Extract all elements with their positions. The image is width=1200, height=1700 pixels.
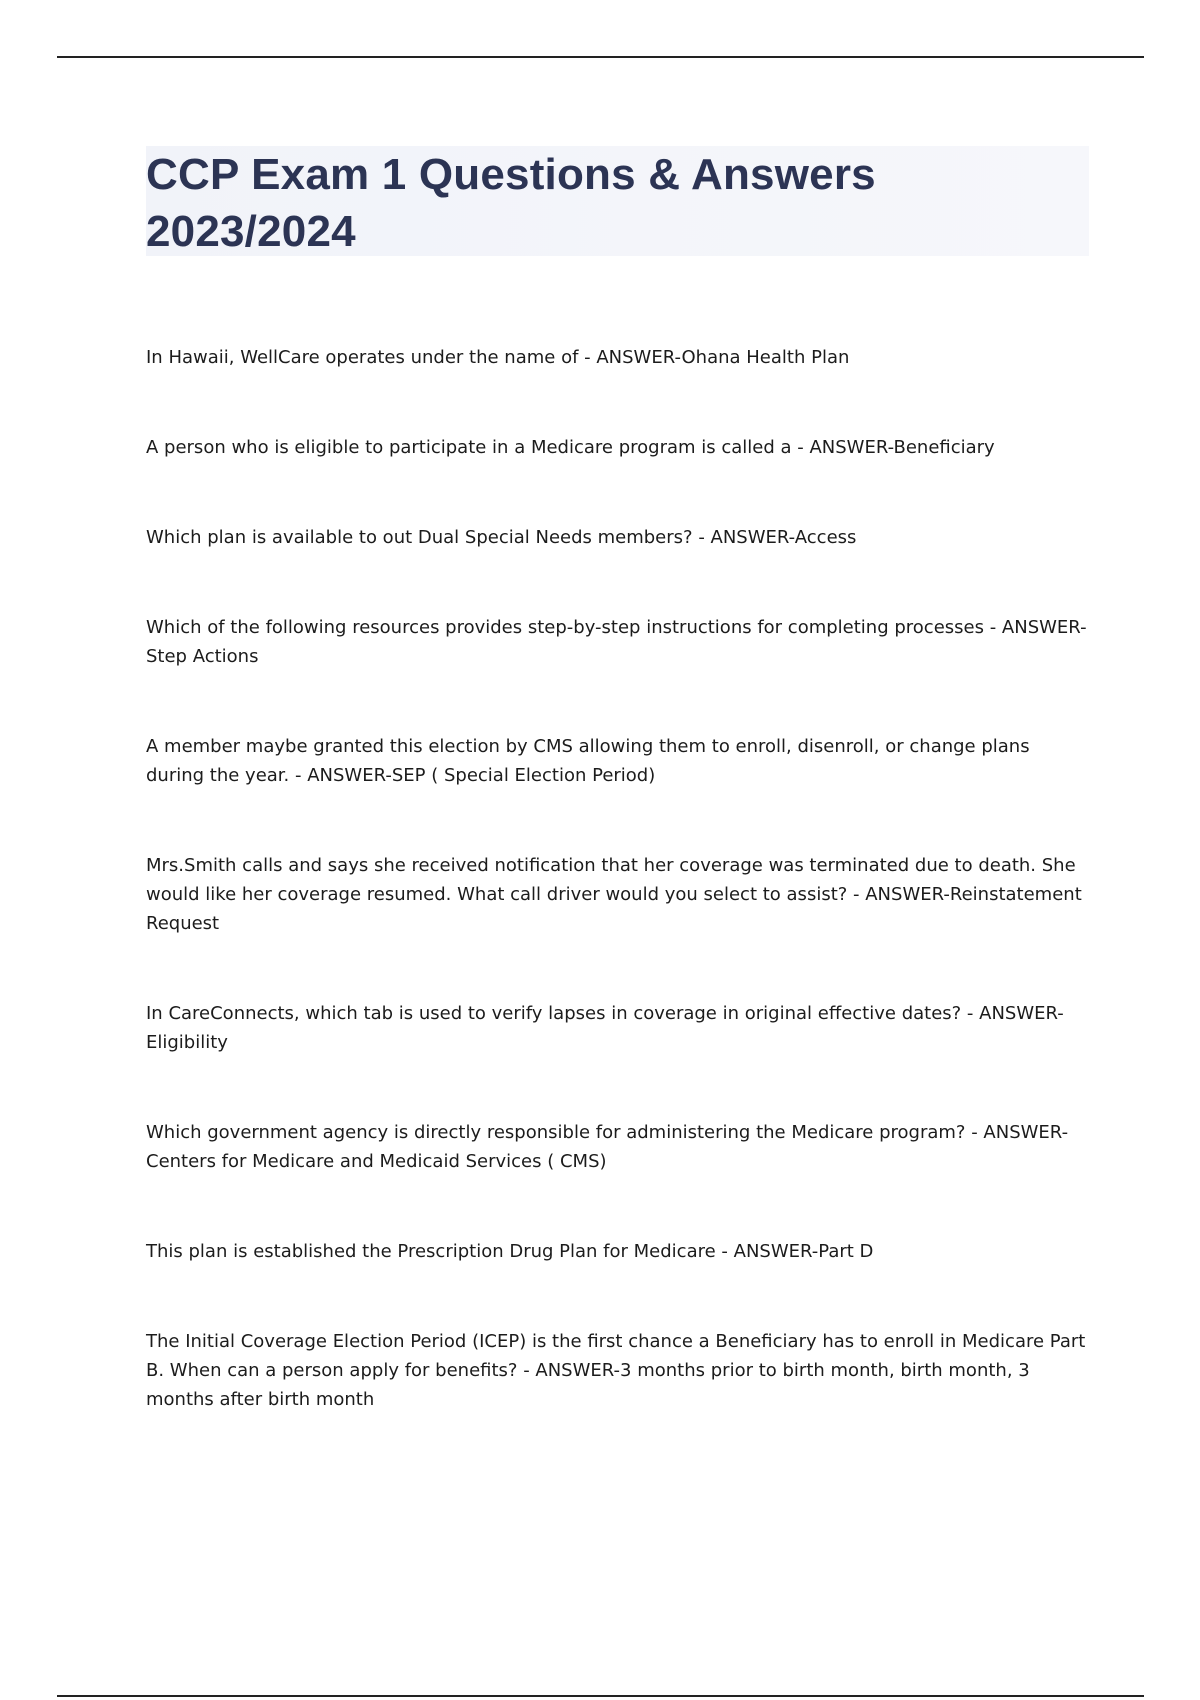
qa-item: Which of the following resources provides step-by-step instructions for completing processes - ANSWER-Step Actions (146, 617, 1087, 667)
qa-list (146, 343, 1091, 1475)
qa-item: Which government agency is directly responsible for administering the Medicare program? - ANSWER-Centers for Medicare and Medicaid Services ( CMS) (146, 1122, 1069, 1172)
title-banner (146, 146, 1089, 256)
bottom-divider (57, 1695, 1144, 1697)
qa-item: A member maybe granted this election by CMS allowing them to enroll, disenroll, or change plans during the year. - ANSWER-SEP ( Special Election Period) (146, 736, 1030, 786)
qa-item: In Hawaii, WellCare operates under the name of - ANSWER-Ohana Health Plan (146, 347, 850, 368)
top-divider (57, 56, 1144, 58)
qa-item: This plan is established the Prescription Drug Plan for Medicare - ANSWER-Part D (146, 1241, 874, 1262)
qa-item: The Initial Coverage Election Period (ICEP) is the first chance a Beneficiary has to enroll in Medicare Part B. When can a person apply for benefits? - ANSWER-3 months prior to birth month, birth month, 3 months after birth month (146, 1331, 1086, 1410)
qa-item: Which plan is available to out Dual Special Needs members? - ANSWER-Access (146, 527, 857, 548)
qa-item: A person who is eligible to participate in a Medicare program is called a - ANSWER-Beneficiary (146, 437, 995, 458)
qa-item: Mrs.Smith calls and says she received notification that her coverage was terminated due to death. She would like her coverage resumed. What call driver would you select to assist? - ANSWER-Reinstatement Request (146, 855, 1082, 934)
qa-item: In CareConnects, which tab is used to verify lapses in coverage in original effective dates? - ANSWER-Eligibility (146, 1003, 1064, 1053)
page-title: CCP Exam 1 Questions & Answers 2023/2024 (146, 150, 876, 256)
